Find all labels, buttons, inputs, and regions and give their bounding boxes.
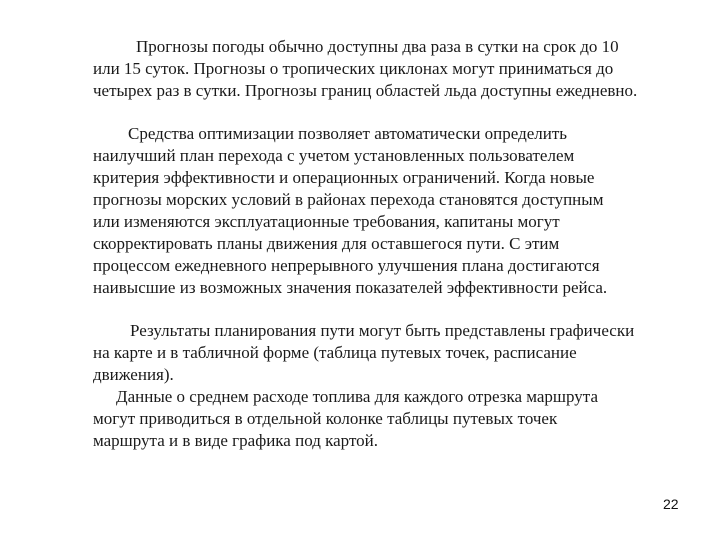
page-number: 22 (663, 496, 679, 512)
text-line: или изменяются эксплуатационные требования, капитаны могут (93, 212, 560, 231)
text-line: Прогнозы погоды обычно доступны два раза в сутки на срок до 10 (136, 37, 619, 56)
text-line: маршрута и в виде графика под картой. (93, 431, 378, 450)
text-line: четырех раз в сутки. Прогнозы границ областей льда доступны ежедневно. (93, 81, 638, 100)
text-line: наивысшие из возможных значения показателей эффективности рейса. (93, 278, 608, 297)
text-line: Средства оптимизации позволяет автоматически определить (128, 124, 568, 143)
text-line: Результаты планирования пути могут быть представлены графически (130, 321, 635, 340)
text-line: наилучший план перехода с учетом установленных пользователем (93, 146, 575, 165)
text-line: процессом ежедневного непрерывного улучшения плана достигаются (93, 256, 600, 275)
text-line: критерия эффективности и операционных ограничений. Когда новые (93, 168, 595, 187)
text-line: могут приводиться в отдельной колонке таблицы путевых точек (93, 409, 558, 428)
text-line: на карте и в табличной форме (таблица путевых точек, расписание (93, 343, 577, 362)
text-line: скорректировать планы движения для оставшегося пути. С этим (93, 234, 560, 253)
text-line: или 15 суток. Прогнозы о тропических циклонах могут приниматься до (93, 59, 614, 78)
text-line: движения). (93, 365, 174, 384)
text-line: прогнозы морских условий в районах перехода становятся доступным (93, 190, 604, 209)
text-line: Данные о среднем расходе топлива для каждого отрезка маршрута (116, 387, 598, 406)
